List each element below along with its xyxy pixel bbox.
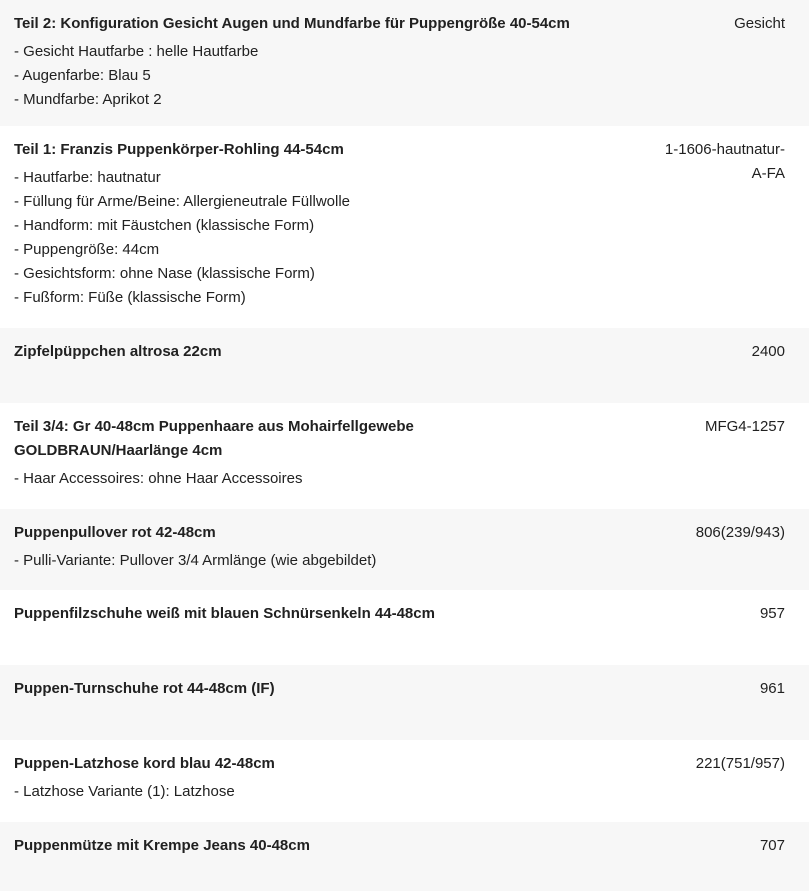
cart-item-sku: MFG4-1257 — [704, 418, 785, 435]
cart-item-details — [14, 752, 574, 804]
cart-item-option: - Latzhose Variante (1): Latzhose — [14, 783, 235, 800]
cart-item — [0, 509, 809, 590]
cart-item-option: - Gesichtsform: ohne Nase (klassische Form) — [14, 265, 315, 282]
cart-item-details — [14, 602, 574, 630]
cart-item-title: Puppenmütze mit Krempe Jeans 40-48cm — [14, 837, 310, 854]
cart-item-sku: 2400 — [751, 343, 785, 360]
cart-item-details — [14, 138, 574, 310]
cart-item-details — [14, 834, 574, 862]
cart-item-option: - Haar Accessoires: ohne Haar Accessoires — [14, 470, 303, 487]
cart-item-option: - Puppengröße: 44cm — [14, 241, 160, 258]
cart-item — [0, 665, 809, 740]
cart-item-sku: 221(751/957) — [695, 755, 785, 772]
cart-item-sku-line: 1-1606-hautnatur- — [664, 141, 785, 158]
cart-item-details — [14, 521, 574, 573]
cart-item-sku: 707 — [759, 837, 785, 854]
cart-item — [0, 0, 809, 126]
cart-item-option: - Fußform: Füße (klassische Form) — [14, 289, 246, 306]
cart-item-title: Teil 3/4: Gr 40-48cm Puppenhaare aus Mohairfellgewebe GOLDBRAUN/Haarlänge 4cm — [14, 418, 414, 459]
cart-item-title: Puppen-Latzhose kord blau 42-48cm — [14, 755, 275, 772]
cart-item-option: - Hautfarbe: hautnatur — [14, 169, 161, 186]
cart-item-details — [14, 677, 574, 705]
cart-item-title: Teil 1: Franzis Puppenkörper-Rohling 44-54cm — [14, 141, 344, 158]
cart-item-title: Puppen-Turnschuhe rot 44-48cm (IF) — [14, 680, 275, 697]
cart-item-details — [14, 415, 574, 491]
cart-item-option: - Pulli-Variante: Pullover 3/4 Armlänge (wie abgebildet) — [14, 552, 377, 569]
cart-item-details — [14, 340, 574, 368]
cart-item-sku — [645, 138, 785, 186]
cart-item-title: Puppenpullover rot 42-48cm — [14, 524, 216, 541]
cart-item-option: - Gesicht Hautfarbe : helle Hautfarbe — [14, 43, 259, 60]
cart-item — [0, 328, 809, 403]
cart-item — [0, 590, 809, 665]
cart-item-sku-line: A-FA — [751, 165, 785, 182]
cart-item — [0, 822, 809, 891]
cart-item-sku: 806(239/943) — [695, 524, 785, 541]
cart-item-sku: 961 — [759, 680, 785, 697]
cart-item-title: Puppenfilzschuhe weiß mit blauen Schnürsenkeln 44-48cm — [14, 605, 435, 622]
cart-item-option: - Augenfarbe: Blau 5 — [14, 67, 151, 84]
cart-item-details — [14, 12, 574, 112]
cart-item-option: - Handform: mit Fäustchen (klassische Form) — [14, 217, 315, 234]
cart-item-option: - Mundfarbe: Aprikot 2 — [14, 91, 162, 108]
cart-item — [0, 403, 809, 509]
cart-item-title: Zipfelpüppchen altrosa 22cm — [14, 343, 222, 360]
cart-item — [0, 126, 809, 328]
cart-item — [0, 740, 809, 822]
cart-item-sku: 957 — [759, 605, 785, 622]
cart-item-title: Teil 2: Konfiguration Gesicht Augen und Mundfarbe für Puppengröße 40-54cm — [14, 15, 570, 32]
cart-item-sku: Gesicht — [734, 15, 785, 32]
cart-item-option: - Füllung für Arme/Beine: Allergieneutrale Füllwolle — [14, 193, 350, 210]
